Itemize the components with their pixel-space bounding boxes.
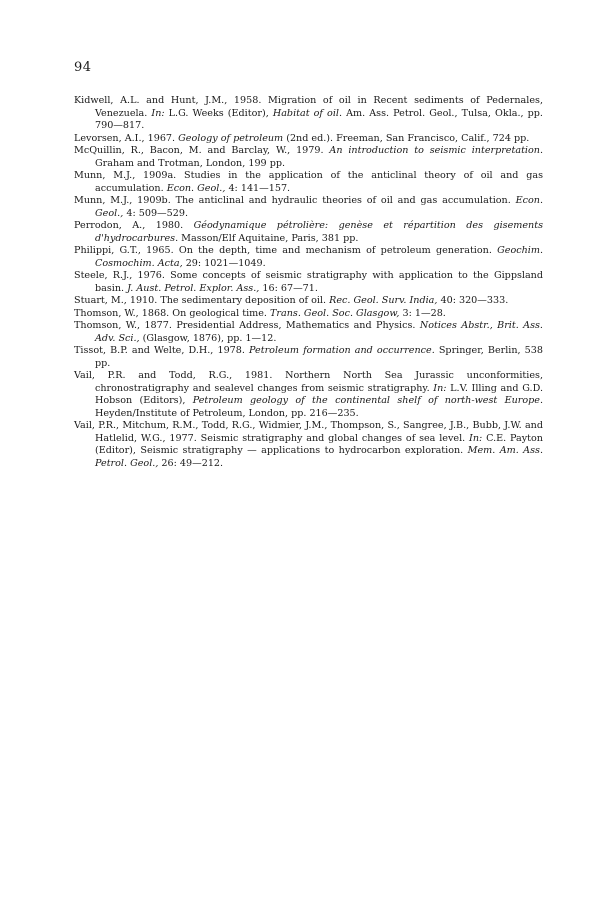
reference-text: Graham and Trotman, London, 199 pp. <box>95 157 286 169</box>
reference-text: 3: 1—28. <box>399 307 446 319</box>
reference-source: An introduction to seismic interpretation. <box>329 145 543 156</box>
reference-text: Springer, Berlin, 538 pp. <box>95 345 543 369</box>
reference-text: Philippi, G.T., 1965. On the depth, time and mechanism of petroleum generation. <box>74 245 498 256</box>
reference-source: Petroleum formation and occurrence. <box>249 345 435 356</box>
reference-source: Mem. Am. Ass. Petrol. Geol., <box>95 445 543 469</box>
reference-text: Steele, R.J., 1976. Some concepts of seismic stratigraphy with application to the Gippsland basin. <box>74 270 543 294</box>
reference-text: Masson/Elf Aquitaine, Paris, 381 pp. <box>178 232 359 244</box>
reference-in-label: In: <box>151 107 165 119</box>
reference-text: Perrodon, A., 1980. <box>74 220 194 231</box>
reference-entry <box>74 145 543 170</box>
reference-text: Stuart, M., 1910. The sedimentary deposition of oil. <box>74 295 330 306</box>
reference-source: Econ. Geol., <box>166 182 226 194</box>
reference-in-label: In: <box>469 432 483 444</box>
reference-source: Geochim. Cosmochim. Acta, <box>95 245 543 269</box>
reference-source: Trans. Geol. Soc. Glasgow, <box>270 307 400 319</box>
reference-text: Thomson, W., 1877. Presidential Address, Mathematics and Physics. <box>74 320 420 331</box>
reference-text: L.G. Weeks (Editor), <box>164 107 273 119</box>
reference-entry <box>74 195 543 220</box>
reference-text: Kidwell, A.L. and Hunt, J.M., 1958. Migration of oil in Recent sediments of Pedernales, Venezuela. <box>74 95 543 119</box>
reference-source: Géodynamique pétrolière: genèse et répartition des gisements d'hydrocarbures. <box>95 220 543 244</box>
page-number: 94 <box>74 60 92 75</box>
reference-list <box>74 95 543 470</box>
reference-entry <box>74 308 543 321</box>
reference-entry <box>74 370 543 420</box>
reference-source: Habitat of oil. <box>272 107 343 119</box>
reference-text: Am. Ass. Petrol. Geol., Tulsa, Okla., pp. 790—817. <box>95 107 543 131</box>
reference-entry <box>74 170 543 195</box>
reference-source: Notices Abstr., Brit. Ass. Adv. Sci., <box>95 320 543 344</box>
reference-text: Vail, P.R., Mitchum, R.M., Todd, R.G., Widmier, J.M., Thompson, S., Sangree, J.B., Bubb, J.W. and Hatlelid, W.G., 1977. Seismic stratigraphy and global changes of sea level. <box>74 420 543 444</box>
reference-text: (2nd ed.). Freeman, San Francisco, Calif., 724 pp. <box>283 132 530 144</box>
reference-text: 16: 67—71. <box>259 282 318 294</box>
reference-entry <box>74 245 543 270</box>
reference-text: McQuillin, R., Bacon, M. and Barclay, W., 1979. <box>74 145 330 156</box>
reference-text: Munn, M.J., 1909b. The anticlinal and hydraulic theories of oil and gas accumulation. <box>74 195 516 206</box>
reference-text: Thomson, W., 1868. On geological time. <box>74 307 271 319</box>
reference-source: J. Aust. Petrol. Explor. Ass., <box>127 282 260 294</box>
reference-entry <box>74 295 543 308</box>
reference-text: (Glasgow, 1876), pp. 1—12. <box>139 332 277 344</box>
reference-text: Tissot, B.P. and Welte, D.H., 1978. <box>74 345 250 356</box>
reference-entry <box>74 345 543 370</box>
reference-text: 29: 1021—1049. <box>182 257 266 269</box>
reference-in-label: In: <box>433 382 447 394</box>
reference-text: Munn, M.J., 1909a. Studies in the application of the anticlinal theory of oil and gas accumulation. <box>74 170 543 194</box>
reference-text: 40: 320—333. <box>437 295 509 306</box>
reference-text: Heyden/Institute of Petroleum, London, pp. 216—235. <box>95 407 359 419</box>
reference-source: Rec. Geol. Surv. India, <box>329 295 438 306</box>
reference-text: Vail, P.R. and Todd, R.G., 1981. Northern North Sea Jurassic unconformities, chronostratigraphy and sealevel changes from seismic stratigraphy. <box>74 370 543 394</box>
reference-entry <box>74 133 543 146</box>
reference-entry <box>74 320 543 345</box>
reference-entry <box>74 95 543 133</box>
reference-text: 4: 141—157. <box>225 182 291 194</box>
reference-text: 4: 509—529. <box>123 207 188 219</box>
reference-source: Geology of petroleum <box>178 132 284 144</box>
reference-entry <box>74 220 543 245</box>
reference-entry <box>74 420 543 470</box>
reference-text: Levorsen, A.I., 1967. <box>74 132 179 144</box>
reference-source: Petroleum geology of the continental shelf of north-west Europe. <box>192 395 543 406</box>
reference-text: L.V. Illing and G.D. Hobson (Editors), <box>95 382 543 406</box>
reference-text: 26: 49—212. <box>158 457 224 469</box>
reference-source: Econ. Geol., <box>95 195 543 219</box>
reference-text: C.E. Payton (Editor), Seismic stratigraphy — applications to hydrocarbon exploration. <box>95 432 543 456</box>
reference-entry <box>74 270 543 295</box>
